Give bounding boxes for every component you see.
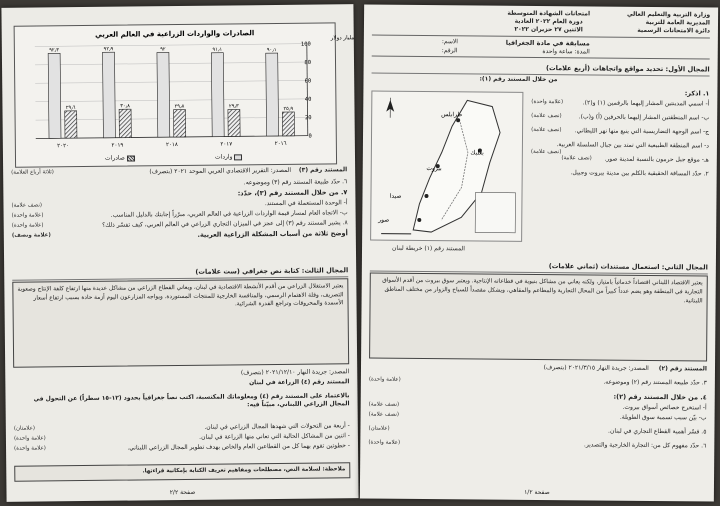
session-line-2: دورة العام ٢٠٢٢ العادية — [514, 17, 583, 26]
part2-text-box: يعتبر الاقتصاد اللبناني اقتصاداً خدماتياً بامتياز، ولكنه يعاني من مشاكل بنيوية في قطاعاته الإنتاجية. ويعتبر سوق بيروت من أقدم الأسواق التجارية في المنطقة وهو يضم عدداً كبيراً من المحال التجارية والمطاعم والمقاهي، ويشكل مقصداً للسياح والزوار من مختلف المناطق اللبنانية. — [369, 273, 708, 362]
essay-intro: بالاعتماد على المستند رقم (٤) ومعلوماتك المكتسبة، اكتب نصاً جغرافياً بحدود (١٢-١٥ سطراً) عن التحول في المجال الزراعي اللبناني، مبيّناً فيه: — [33, 392, 350, 409]
lebanon-map — [370, 91, 523, 242]
legend-exports-swatch — [127, 155, 135, 161]
legend-imports-swatch — [234, 154, 242, 160]
label-exports-0: ٢٥٫٩ — [283, 105, 294, 113]
bar-imports-1 — [211, 53, 224, 137]
question-1: ١. اذكر: — [684, 89, 710, 98]
label-imports-3: ٩٢٫٩ — [103, 46, 114, 53]
chart-svg — [15, 23, 355, 154]
chart-y-axis — [307, 44, 308, 136]
part2-questions — [368, 377, 707, 453]
mark-q4a: (نصف علامة) — [368, 401, 400, 408]
q1-item-c-text: ج- اسم الوجهة التضاريسية التي ينبع منها نهر الليطاني. — [574, 127, 710, 136]
chart-legend — [15, 150, 337, 167]
chart-x-tick-0: ٢٠١٦ — [274, 140, 287, 148]
map-label-beirut: بيروت — [426, 165, 442, 173]
bar-imports-0 — [266, 53, 279, 136]
mark-q4b: (نصف علامة) — [368, 411, 400, 418]
map-label-baalbek: بعلبك — [470, 149, 484, 157]
essay-point-2-text: - اثنين من المشاكل الحالية التي تعاني منها الزراعة في لبنان. — [199, 432, 350, 441]
legend-imports — [215, 153, 242, 161]
chart-caption: المستند رقم (٣) — [298, 166, 348, 174]
mark-q1e: (نصف علامة) — [561, 155, 592, 162]
city-sidon-dot — [424, 194, 428, 198]
chart-title: الصادرات والواردات الزراعية في العالم العربي — [95, 29, 255, 39]
chart-y-label: مليار دولار — [330, 35, 355, 42]
mark-q8: (علامة واحدة) — [11, 222, 44, 229]
chart-gridline-5 — [35, 44, 307, 47]
mark-q1a: (علامة واحدة) — [531, 98, 564, 105]
chart-y-tick-5: 100 — [300, 41, 311, 48]
essay-point-3 — [14, 442, 350, 454]
question-4a — [369, 401, 707, 412]
page-number-1: صفحة ١/٢ — [524, 488, 550, 497]
mark-q6: (ثلاثة أرباع العلامة) — [11, 169, 54, 176]
doc2-caption: المستند رقم (٢) — [658, 365, 708, 373]
mark-q6-concepts: (علامة واحدة) — [368, 439, 401, 446]
mark-q7b: (علامة واحدة) — [11, 212, 44, 219]
label-imports-2: ٩٢ — [160, 46, 166, 53]
exam-duration: المدة: ساعة واحدة — [542, 48, 590, 56]
lebanon-map-svg — [371, 92, 522, 241]
question-6-concepts-text: ٦. حدّد مفهوم كل من: التجارة الخارجية والتصدير. — [583, 441, 707, 450]
question-4 — [369, 391, 707, 403]
chart-y-tick-4: 80 — [304, 60, 312, 67]
ministry-line-3: دائرة الامتحانات الرسمية — [637, 27, 710, 35]
mark-q3: (علامة واحدة) — [368, 376, 401, 383]
essay-points — [14, 422, 350, 456]
question-8-text: ٨. يشير المستند رقم (٣) إلى عجز في الميزان التجاري الزراعي في العالم العربي، كيف تفسّر ذلك؟ — [102, 219, 348, 229]
city-tyre-dot — [417, 218, 421, 222]
mark-q1b: (نصف علامة) — [531, 112, 562, 120]
map-legend-box — [475, 192, 515, 232]
student-number-label: الرقم: — [441, 47, 458, 55]
ministry-block — [627, 11, 710, 36]
question-2: ٢. حدّد المسافة الحقيقية بالكلم بين مدينة بيروت وجبيل. — [570, 169, 709, 178]
bar-exports-4 — [65, 111, 77, 138]
q1-item-d — [530, 141, 709, 156]
mark-q5: (علامتان) — [368, 425, 390, 432]
q1-item-b — [531, 113, 709, 123]
chart-x-tick-4: ٢٠٢٠ — [57, 143, 70, 150]
question-4b — [369, 411, 707, 422]
chart-y-tick-0: 0 — [308, 133, 312, 140]
question-6-text: ٦. حدّد طبيعة المستند رقم (٣) وموضوعه. — [243, 178, 348, 187]
question-8b-text: أوضح ثلاثة من أسباب المشكلة الزراعية العربية. — [197, 229, 348, 239]
q1-item-a-text: أ- اسمي المدينتين المشار إليهما بالرقمين (١) و(٢). — [582, 99, 710, 108]
ministry-line-2: المديرية العامة للتربية — [645, 19, 711, 27]
question-6-concepts — [368, 440, 706, 451]
exam-header — [372, 9, 711, 35]
q1-item-b-text: ب- اسم المنطقتين المشار إليهما بالحرفين (أ) و(ب). — [578, 113, 710, 122]
student-name-label: الاسم: — [441, 38, 459, 46]
agri-trade-chart — [14, 22, 355, 167]
bar-exports-1 — [228, 109, 240, 136]
map-label-sidon: صيدا — [389, 192, 402, 200]
mark-q1d: (نصف علامة) — [530, 149, 562, 156]
question-5 — [368, 426, 706, 437]
question-4a-text: أ- استخرج خصائص أسواق بيروت. — [622, 403, 707, 412]
label-exports-3: ٣٠٫٨ — [120, 103, 130, 110]
map-label-tripoli: طرابلس — [441, 111, 463, 119]
essay-point-1-text: - أربعة من التحولات التي شهدها المجال الزراعي في لبنان. — [204, 422, 350, 431]
doc2-row — [369, 363, 707, 374]
chart-y-tick-1: 20 — [304, 115, 312, 122]
doc4-source: المصدر: جريدة النهار ٢٠٢١/١٢/١٠ (بتصرف) — [240, 368, 350, 377]
legend-exports-label: صادرات — [104, 154, 125, 162]
question-5-text: ٥. فسّر أهمية القطاع التجاري في لبنان. — [608, 427, 707, 436]
question-7b-text: ب- الاتجاه العام لمسار قيمة الواردات الزراعية في العالم العربي، مبرّراً إجابتك بالدليل المناسب. — [110, 209, 348, 219]
q1-item-c — [531, 127, 709, 137]
question-7-text: ٧. من خلال المستند رقم (٣)، حدّد: — [237, 188, 348, 198]
part3-text-box: يعتبر الاستغلال الزراعي من أقدم الأنشطة الاقتصادية في لبنان، ويعاني القطاع الزراعي من مشاكل عديدة منها ارتفاع كلفة الإنتاج وصعوبة التصريف، وقلة الاهتمام الرسمي، والمنافسة الخارجية للمنتجات المستوردة. ويواجه المزارعون اليوم أزمة حادة بسبب ارتفاع أسعار الأسمدة والمحروقات وتراجع القدرة الشرائية. — [12, 278, 349, 368]
session-line-3: الاثنين ٢٧ حزيران ٢٠٢٢ — [514, 25, 583, 34]
label-imports-1: ٩١٫١ — [212, 46, 223, 53]
part1-title: المجال الأول: تحديد مواقع واتجاهات (أربع علامات) — [372, 63, 710, 77]
essay-mark-3: (علامة واحدة) — [14, 445, 46, 452]
q1-item-e-text: هـ- موقع جبل حرمون بالنسبة لمدينة صور. — [604, 155, 709, 164]
bar-imports-2 — [157, 52, 170, 137]
map-label-tyre: صور — [378, 216, 390, 224]
ministry-line-1: وزارة التربية والتعليم العالي — [626, 10, 711, 19]
part1-intro: من خلال المستند رقم (١): — [479, 75, 558, 84]
exam-page-1 — [360, 4, 718, 501]
label-imports-0: ٩٠٫١ — [266, 47, 277, 54]
q1-item-d-text: د- اسم المنطقة الطبيعية التي تمتد بين جبال السلسلة الغربية. — [556, 141, 709, 150]
doc4-caption: المستند رقم (٤) الزراعة في لبنان — [249, 378, 350, 387]
chart-y-tick-2: 40 — [304, 96, 312, 103]
essay-note: ملاحظة: لسلامة النص، مصطلحات ومفاهيم تعريف الكتابة بإمكانية قراءتها. — [14, 462, 350, 481]
mark-q8b: (علامة ونصف) — [11, 232, 51, 239]
mark-q7a: (نصف علامة) — [11, 202, 43, 209]
subject-title: مسابقة في مادة الجغرافيا — [505, 38, 590, 48]
question-7a-text: أ- الوحدة المستعملة في المستند. — [264, 199, 348, 207]
label-imports-4: ٩٢٫٣ — [49, 47, 59, 54]
chart-source: المصدر: التقرير الاقتصادي العربي الموحد ٢٠٢١ (بتصرف) — [149, 166, 292, 176]
question-4-text: ٤. من خلال المستند رقم (٢): — [613, 392, 707, 402]
question-3-text: ٣. حدّد طبيعة المستند رقم (٢) وموضوعه. — [603, 378, 707, 387]
chart-y-tick-3: 60 — [304, 78, 312, 85]
chart-source-row — [11, 166, 347, 178]
bar-imports-4 — [48, 53, 61, 138]
essay-mark-2: (علامة واحدة) — [13, 435, 46, 442]
city-tripoli-dot — [456, 118, 460, 122]
label-exports-2: ٢٩٫٨ — [174, 103, 185, 110]
question-4b-text: ب- بيّن سبب تسمية سوق الطويلة. — [619, 413, 707, 422]
subject-row — [372, 35, 710, 60]
session-line-1: امتحانات الشهادة المتوسطة — [507, 9, 591, 18]
essay-mark-1: (علامتان) — [13, 425, 36, 432]
legend-imports-label: واردات — [214, 153, 233, 161]
bar-exports-3 — [119, 109, 131, 137]
label-exports-4: ٢٩٫٦ — [65, 104, 76, 111]
part3-title: المجال الثالث: كتابة نص جغرافي (ست علامات) — [12, 266, 348, 280]
bar-exports-2 — [173, 110, 185, 138]
exam-page-2 — [1, 4, 358, 502]
doc2-source: المصدر: جريدة النهار ٢٠٢١/٣/١٥ (بتصرف) — [543, 364, 649, 372]
chart-x-tick-2: ٢٠١٨ — [165, 142, 178, 149]
page-number-2: صفحة ٢/٢ — [169, 488, 196, 497]
bar-exports-0 — [282, 112, 294, 136]
question-3 — [369, 377, 707, 388]
legend-exports — [105, 154, 135, 162]
label-exports-1: ٢٩٫٣ — [228, 103, 239, 110]
part2-title: المجال الثاني: استعمال مستندات (ثماني علامات) — [370, 261, 708, 275]
chart-x-tick-3: ٢٠١٩ — [111, 142, 124, 149]
map-caption: المستند رقم (١) خريطة لبنان — [392, 244, 465, 253]
mark-q1c: (نصف علامة) — [531, 126, 562, 134]
session-block — [507, 10, 590, 35]
question-8b — [12, 229, 348, 241]
north-arrow-icon — [386, 98, 394, 118]
chart-x-tick-1: ٢٠١٧ — [220, 141, 233, 148]
left-questions — [11, 178, 348, 243]
essay-point-3-text: - خطوتين تقوم بهما كل من القطاعين العام والخاص بهدف تطوير المجال الزراعي اللبناني. — [127, 442, 351, 452]
part1-questions — [531, 88, 710, 179]
q1-item-a — [531, 99, 709, 109]
bar-imports-3 — [103, 52, 116, 138]
